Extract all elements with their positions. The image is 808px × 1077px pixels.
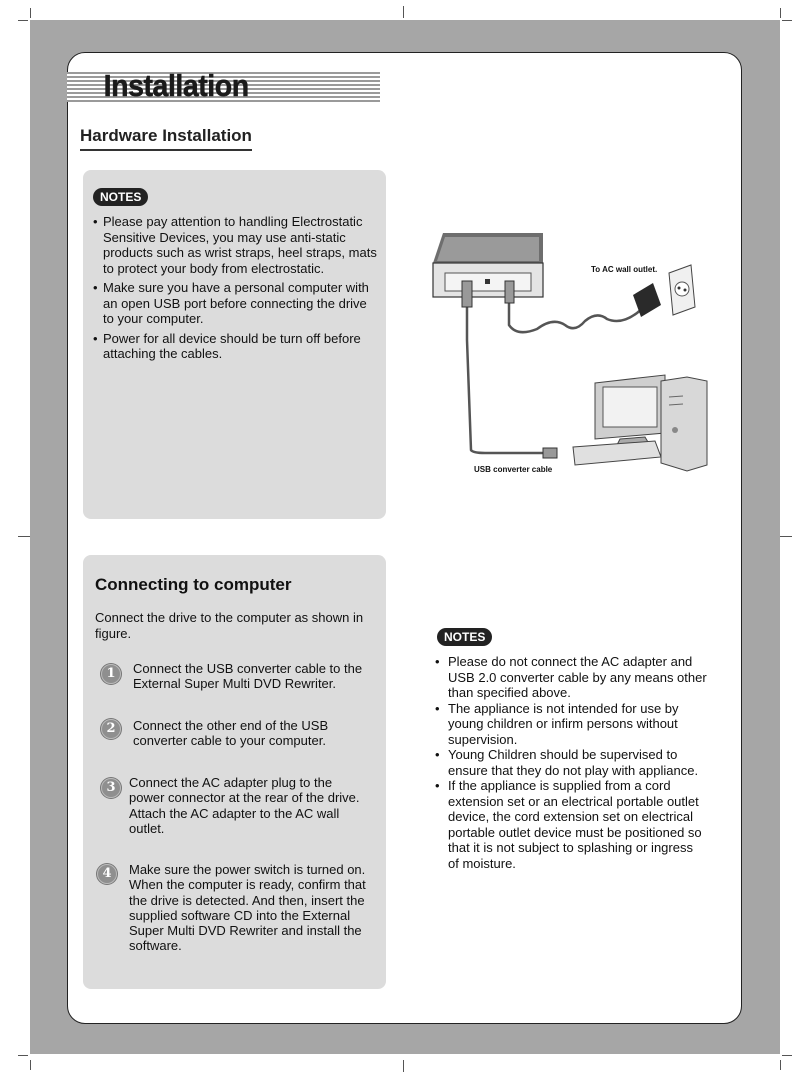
notes-badge: NOTES (93, 188, 148, 206)
list-item: • If the appliance is supplied from a cord extension set or an electrical portable outlet device, the cord extension set on electrical portable outlet device must be positioned so that it is not subject to splashing or ingress of moisture. (435, 778, 707, 871)
crop-mark (403, 1060, 404, 1072)
step-text-4: Make sure the power switch is turned on. When the computer is ready, confirm that the drive is detected. And then, insert the supplied software CD into the External Super Multi DVD Rewriter and install the software. (129, 862, 366, 954)
list-item: • Young Children should be supervised to ensure that they do not play with appliance. (435, 747, 707, 778)
crop-mark (782, 1055, 792, 1056)
step-text-2: Connect the other end of the USB converter cable to your computer. (133, 718, 329, 749)
notes-list (93, 214, 378, 366)
crop-mark (18, 1055, 28, 1056)
section-title: Hardware Installation (80, 126, 252, 151)
step-text-1: Connect the USB converter cable to the External Super Multi DVD Rewriter. (133, 661, 363, 692)
crop-mark (780, 1060, 781, 1070)
crop-mark (782, 20, 792, 21)
page-title: Installation (103, 68, 249, 103)
connecting-intro: Connect the drive to the computer as shown in figure. (95, 610, 364, 641)
crop-mark (403, 6, 404, 18)
step-number-1: 1 (101, 664, 121, 684)
dvd-drive-illustration (433, 233, 543, 297)
list-item: • Please do not connect the AC adapter and USB 2.0 converter cable by any means other than specified above. (435, 654, 707, 701)
crop-mark (30, 8, 31, 18)
crop-mark (30, 1060, 31, 1070)
computer-illustration (573, 375, 707, 471)
step-number-2: 2 (101, 719, 121, 739)
notes-badge: NOTES (437, 628, 492, 646)
crop-mark (18, 20, 28, 21)
step-number-3: 3 (101, 778, 121, 798)
crop-mark (780, 8, 781, 18)
connecting-heading: Connecting to computer (95, 575, 292, 594)
ac-outlet-label: To AC wall outlet. (591, 265, 658, 274)
list-item: • Please pay attention to handling Electrostatic Sensitive Devices, you may use anti-static products such as wrist straps, heel straps, mats to protect your body from electrostatic. (93, 214, 378, 276)
step-number-4: 4 (97, 864, 117, 884)
usb-cable (467, 285, 545, 453)
list-item: • Power for all device should be turn off before attaching the cables. (93, 331, 378, 362)
list-item: • Make sure you have a personal computer with an open USB port before connecting the drive to your computer. (93, 280, 378, 327)
list-item: • The appliance is not intended for use by young children or infirm persons without supervision. (435, 701, 707, 748)
crop-mark (18, 536, 30, 537)
usb-cable-label: USB converter cable (474, 465, 553, 474)
crop-mark (780, 536, 792, 537)
notes-list (435, 654, 707, 871)
step-text-3: Connect the AC adapter plug to the power connector at the rear of the drive. Attach the AC adapter to the AC wall outlet. (129, 775, 360, 836)
connection-diagram (425, 225, 725, 480)
